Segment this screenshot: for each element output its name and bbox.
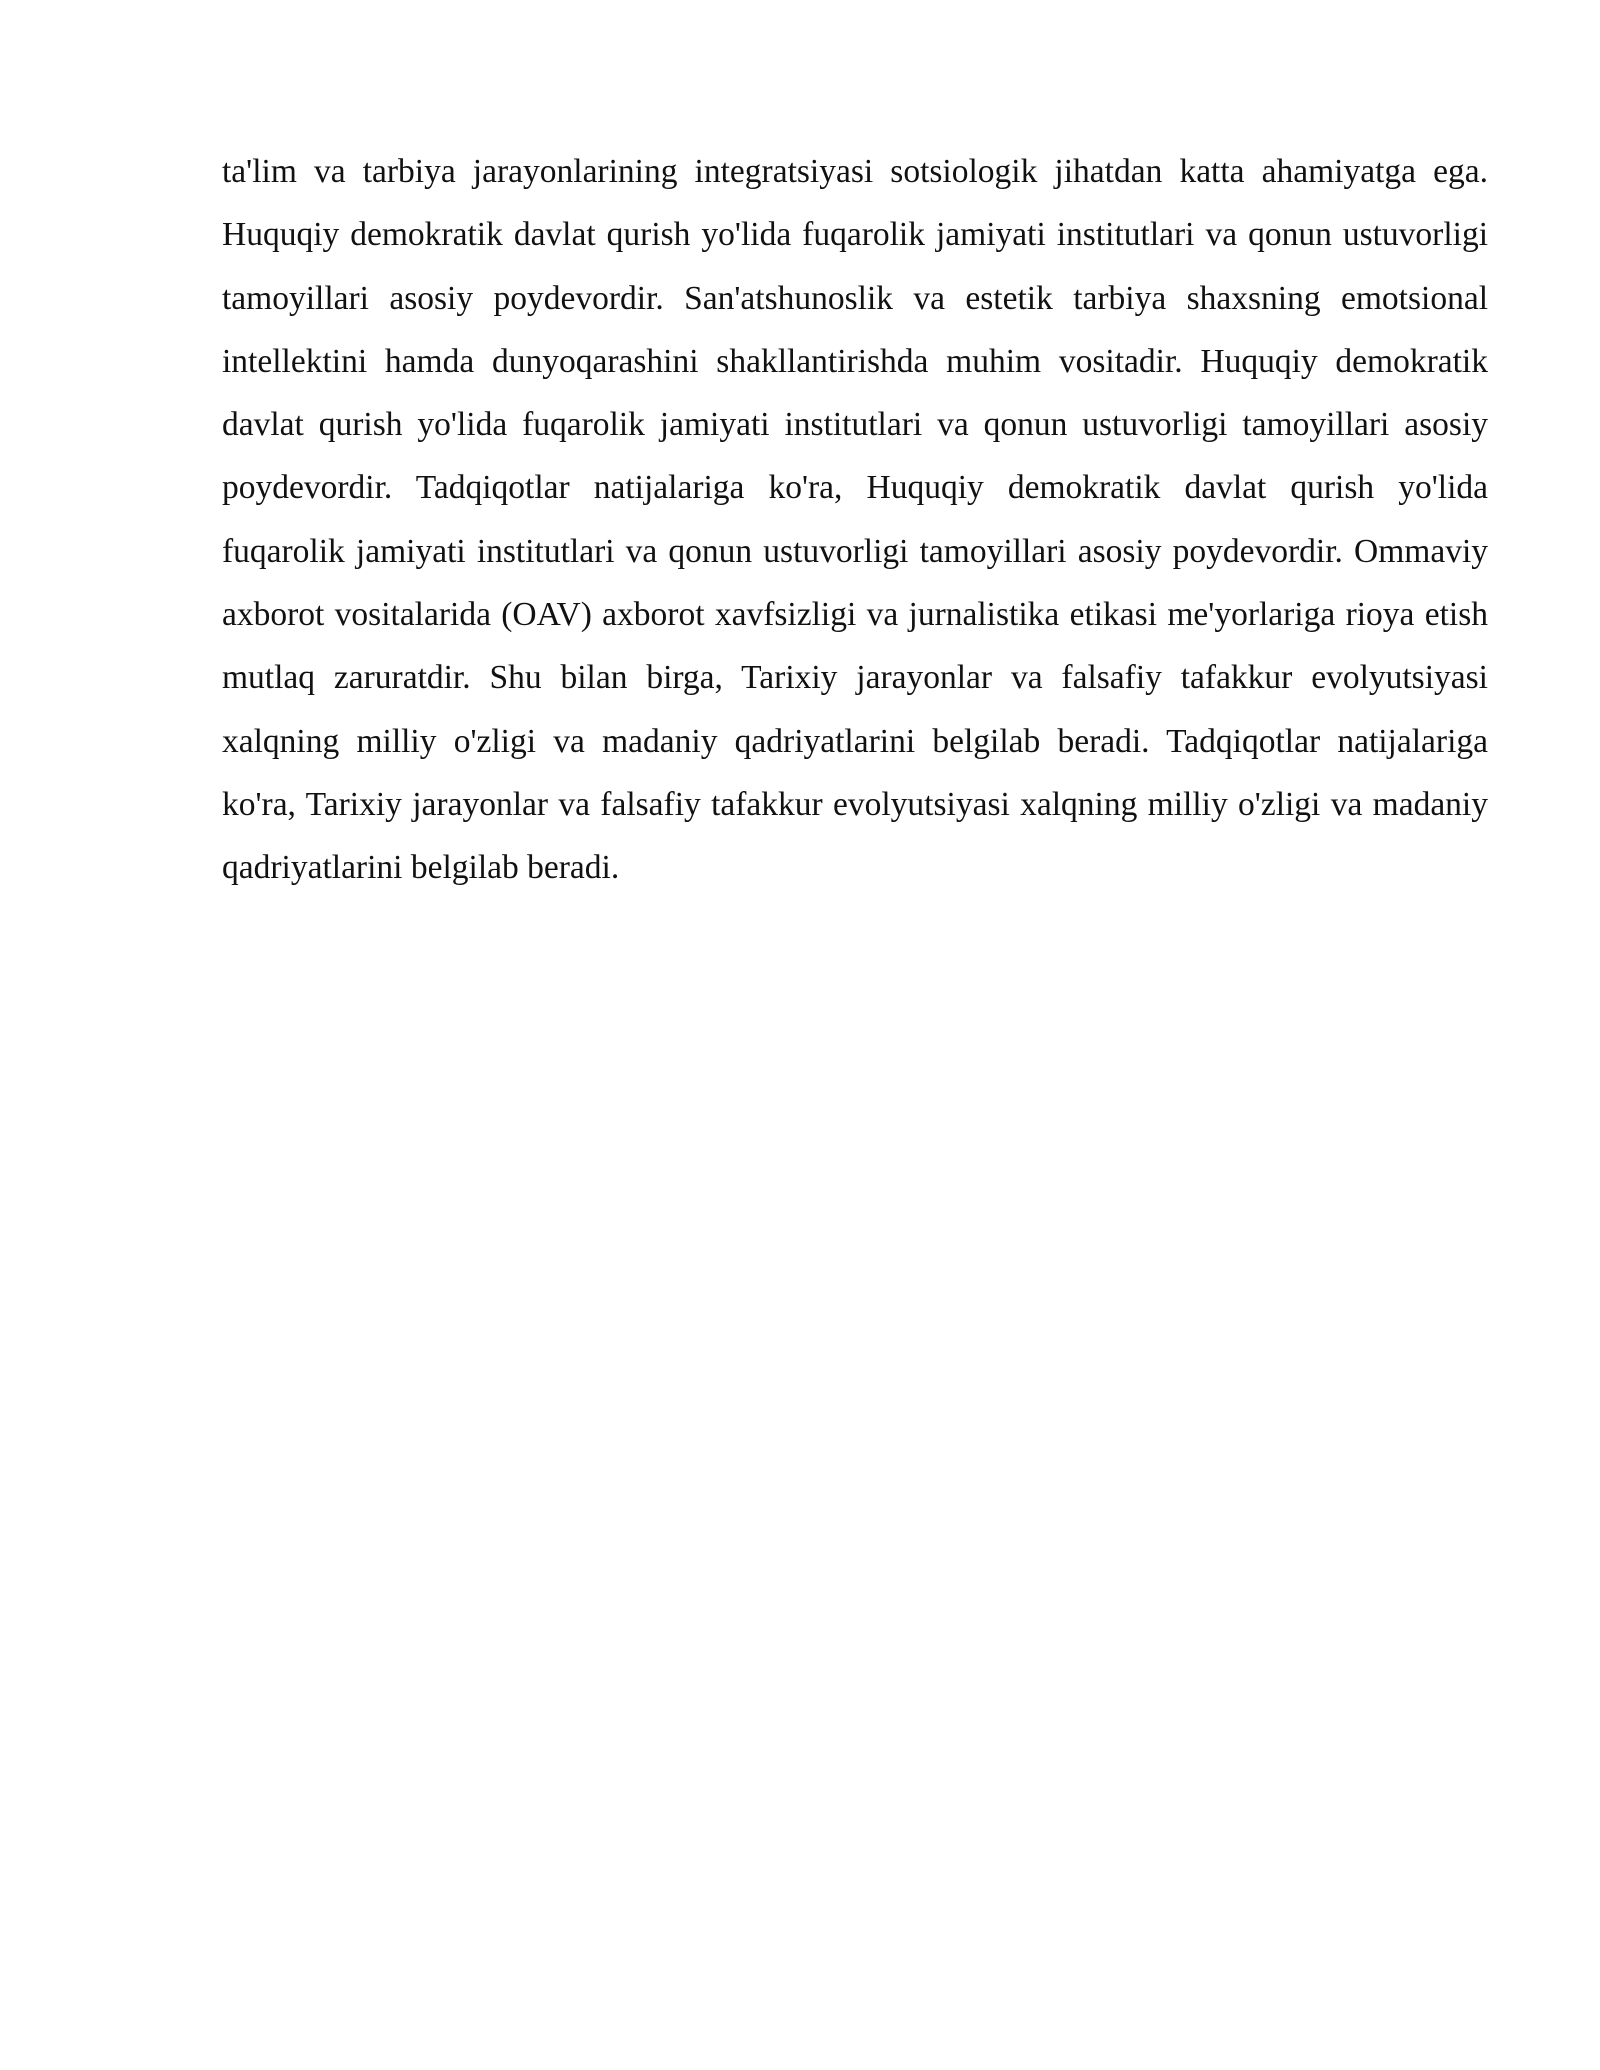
body-paragraph: ta'lim va tarbiya jarayonlarining integratsiyasi sotsiologik jihatdan katta ahamiyatga ega. Huquqiy demokratik davlat qurish yo'lida fuqarolik jamiyati institutlari va qonun ustuvorligi tamoyillari asosiy poydevordir. San'atshunoslik va estetik tarbiya shaxsning emotsional intellektini hamda dunyoqarashini shakllantirishda muhim vositadir. Huquqiy demokratik davlat qurish yo'lida fuqarolik jamiyati institutlari va qonun ustuvorligi tamoyillari asosiy poydevordir. Tadqiqotlar natijalariga ko'ra, Huquqiy demokratik davlat qurish yo'lida fuqarolik jamiyati institutlari va qonun ustuvorligi tamoyillari asosiy poydevordir. Ommaviy axborot vositalarida (OAV) axborot xavfsizligi va jurnalistika etikasi me'yorlariga rioya etish mutlaq zaruratdir. Shu bilan birga, Tarixiy jarayonlar va falsafiy tafakkur evolyutsiyasi xalqning milliy o'zligi va madaniy qadriyatlarini belgilab beradi. Tadqiqotlar natijalariga ko'ra, Tarixiy jarayonlar va falsafiy tafakkur evolyutsiyasi xalqning milliy o'zligi va madaniy qadriyatlarini belgilab beradi.: [222, 153, 1488, 887]
